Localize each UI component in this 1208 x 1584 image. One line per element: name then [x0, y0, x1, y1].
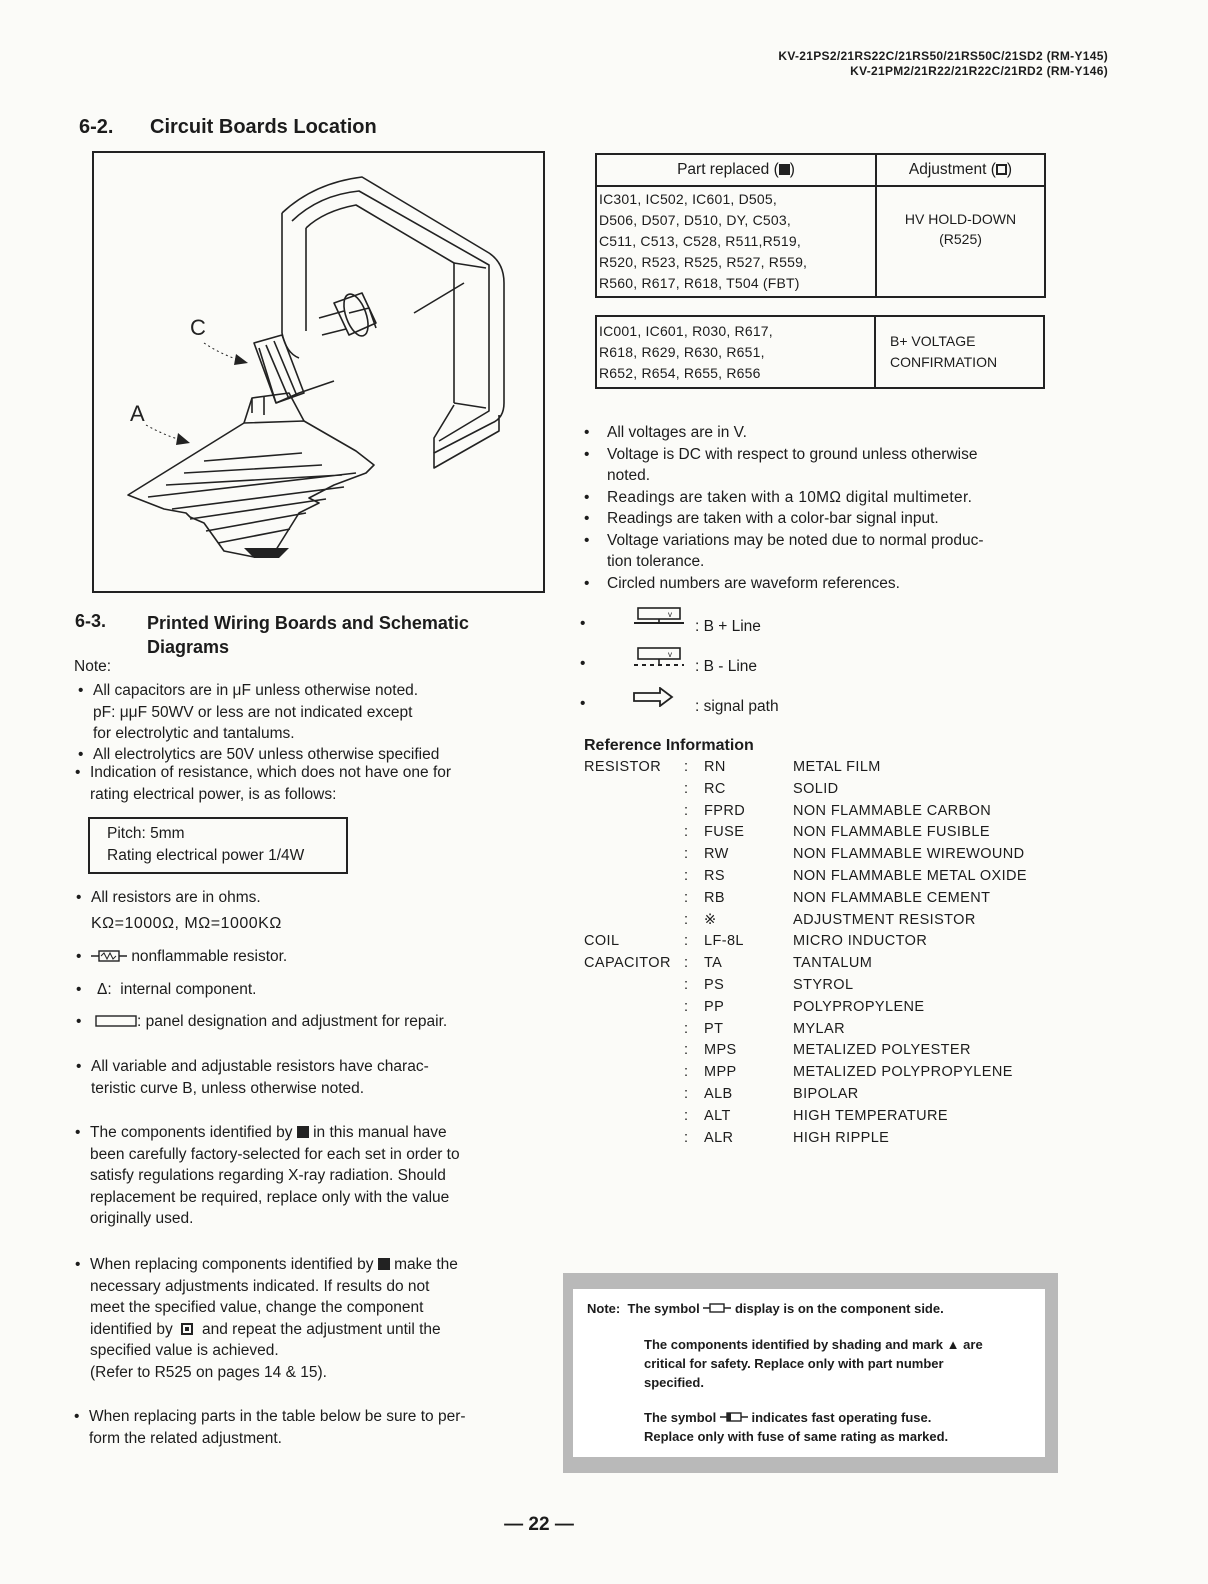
variable-line-1: All variable and adjustable resistors have charac- [91, 1058, 429, 1075]
reference-separator: : [684, 933, 689, 950]
reference-description: METALIZED POLYESTER [793, 1042, 971, 1059]
row1-parts-line: R520, R523, R525, R527, R559, [599, 254, 808, 270]
reference-separator: : [684, 1107, 689, 1124]
note-nonflammable: • nonflammable resistor. [76, 948, 288, 965]
bminus-text: : B - Line [695, 658, 758, 675]
adjustment-mark-icon [996, 164, 1007, 175]
signal-legend: • : signal path [580, 693, 585, 715]
xray-line-4: replacement be required, replace only with the value [90, 1188, 450, 1206]
section-6-3-title-line1: Printed Wiring Boards and Schematic [147, 613, 469, 633]
reference-description: METALIZED POLYPROPYLENE [793, 1064, 1013, 1081]
col-part-replaced-header [596, 154, 876, 186]
voltage-note-5: • Voltage variations may be noted due to normal produc- tion tolerance. [607, 530, 1057, 573]
nonflammable-resistor-icon [91, 949, 127, 963]
reference-description: HIGH TEMPERATURE [793, 1107, 948, 1124]
replace-line-3: meet the specified value, change the component [90, 1299, 424, 1316]
reference-description: METAL FILM [793, 759, 881, 775]
note-label: Note: [74, 658, 112, 675]
reference-separator: : [684, 824, 689, 841]
table-note-line-2: form the related adjustment. [89, 1429, 282, 1447]
replace-line-1a: When replacing components identified by [90, 1256, 374, 1273]
safety-line-5b: indicates fast operating fuse. [751, 1410, 932, 1425]
safety-note-shading [563, 1273, 1058, 1473]
reference-separator: : [684, 911, 689, 928]
note-resistance: • Indication of resistance, which does not have one for rating electrical power, is as follows: [90, 762, 530, 805]
bplus-text: : B + Line [695, 618, 761, 635]
safety-line-6: Replace only with fuse of same rating as marked. [644, 1429, 949, 1444]
part-mark-icon [779, 164, 790, 175]
v2b-text: noted. [607, 467, 651, 484]
col2-label: Adjustment ( [908, 161, 996, 178]
reference-description: ADJUSTMENT RESISTOR [793, 911, 976, 928]
safety-line-4: specified. [644, 1375, 704, 1390]
reference-code: RB [704, 889, 725, 906]
safety-note-box [573, 1289, 1045, 1457]
tv-chassis-drawing [94, 153, 543, 591]
reference-separator: : [684, 846, 689, 863]
row1-parts [596, 186, 876, 297]
pitch-line: Pitch: 5mm [107, 825, 185, 842]
internal-text: internal component. [120, 981, 257, 998]
v4-text: Readings are taken with a color-bar signal input. [607, 510, 939, 527]
row2-adj-line-2: CONFIRMATION [890, 354, 998, 370]
row2-parts-line: R618, R629, R630, R651, [599, 343, 765, 360]
v6-text: Circled numbers are waveform references. [607, 574, 900, 592]
reference-description: NON FLAMMABLE CEMENT [793, 889, 991, 906]
safety-line-5 [644, 1408, 1045, 1427]
svg-text:v: v [668, 610, 672, 619]
replace-line-6: (Refer to R525 on pages 14 & 15). [90, 1363, 327, 1381]
row1-parts-line: D506, D507, D510, DY, C503, [599, 212, 791, 228]
reference-separator: : [684, 1064, 689, 1081]
section-6-3-title-line2: Diagrams [147, 637, 230, 657]
reference-separator: : [684, 998, 689, 1015]
safety-line-3: critical for safety. Replace only with part number [644, 1356, 944, 1371]
reference-description: NON FLAMMABLE FUSIBLE [793, 824, 990, 841]
reference-description: HIGH RIPPLE [793, 1129, 890, 1146]
safety-block-2 [587, 1335, 1045, 1446]
xray-line-3: satisfy regulations regarding X-ray radiation. Should [90, 1167, 446, 1184]
table-note-line-1: When replacing parts in the table below be sure to per- [89, 1408, 466, 1425]
reference-separator: : [684, 1020, 689, 1037]
reference-code: ALT [704, 1107, 731, 1124]
variable-line-2: teristic curve B, unless otherwise noted. [91, 1079, 365, 1097]
reference-group: CAPACITOR [584, 955, 671, 972]
electrolytics-text: All electrolytics are 50V unless otherwise specified [93, 746, 440, 763]
voltage-note-3: • Readings are taken with a 10MΩ digital multimeter. [584, 488, 973, 506]
reference-separator: : [684, 1086, 689, 1102]
reference-description: MYLAR [793, 1020, 845, 1037]
resistance-line-2: rating electrical power, is as follows: [90, 785, 337, 803]
voltage-notes [584, 422, 1057, 594]
adjust-mark-icon [181, 1323, 193, 1335]
row2-adj-line-1: B+ VOLTAGE [890, 333, 976, 349]
caps-line-1: All capacitors are in μF unless otherwise noted. [93, 682, 419, 699]
signal-text: : signal path [695, 698, 779, 715]
reference-separator: : [684, 1129, 689, 1146]
circuit-board-illustration [92, 151, 545, 593]
reference-title: Reference Information [584, 737, 754, 754]
caps-line-3: for electrolytic and tantalums. [93, 725, 295, 742]
reference-separator: : [684, 780, 689, 797]
note-xray: • The components identified by in this manual have been carefully factory-selected for each set in order to satisfy regulations regarding X-ray radiation. Should replacement be required, replace only with the value originally used. [90, 1122, 530, 1230]
replace-line-4a: identified by [90, 1320, 173, 1338]
rating-line: Rating electrical power 1/4W [107, 846, 305, 864]
v3-text: Readings are taken with a 10MΩ digital multimeter. [607, 488, 973, 506]
bplus-legend: • v : B + Line [580, 613, 585, 635]
panel-designation-icon [95, 1014, 137, 1028]
reference-description: SOLID [793, 780, 839, 797]
reference-description: POLYPROPYLENE [793, 998, 925, 1015]
svg-text:v: v [668, 650, 672, 659]
reference-code: FPRD [704, 802, 746, 819]
note-internal: • Δ: internal component. [76, 981, 257, 998]
label-c: C [190, 315, 206, 340]
reference-code: PP [704, 998, 725, 1015]
reference-separator: : [684, 977, 689, 993]
reference-separator: : [684, 759, 689, 775]
parts-table-2 [595, 315, 1045, 389]
replace-line-2: necessary adjustments indicated. If results do not [90, 1277, 430, 1295]
reference-code: PT [704, 1020, 724, 1037]
ohms-text: All resistors are in ohms. [91, 889, 261, 906]
reference-description: NON FLAMMABLE WIREWOUND [793, 846, 1025, 863]
section-6-2-number: 6-2. [79, 116, 114, 138]
header-models-2: KV-21PM2/21R22/21R22C/21RD2 (RM-Y146) [850, 64, 1108, 78]
reference-separator: : [684, 802, 689, 819]
reference-description: STYROL [793, 977, 854, 993]
row2-adjustment [875, 316, 1044, 388]
reference-separator: : [684, 955, 689, 972]
reference-code: LF-8L [704, 933, 744, 950]
col1-label: Part replaced ( [677, 161, 779, 178]
reference-group: RESISTOR [584, 759, 662, 775]
reference-code: ※ [704, 911, 717, 928]
voltage-note-2: • Voltage is DC with respect to ground unless otherwise noted. [607, 444, 1057, 487]
safety-line-1 [587, 1299, 1045, 1318]
replace-line-5: specified value is achieved. [90, 1342, 279, 1359]
reference-code: RS [704, 868, 725, 884]
v1-text: All voltages are in V. [607, 424, 747, 441]
section-6-3-title [147, 611, 469, 659]
reference-description: NON FLAMMABLE METAL OXIDE [793, 868, 1027, 884]
row1-parts-line: IC301, IC502, IC601, D505, [599, 191, 777, 207]
v5a-text: Voltage variations may be noted due to normal produc- [607, 531, 984, 549]
row1-adj-line-2: (R525) [939, 231, 982, 247]
voltage-note-1: • All voltages are in V. [584, 424, 747, 441]
reference-separator: : [684, 868, 689, 884]
internal-symbol: Δ: [97, 981, 112, 998]
reference-separator: : [684, 889, 689, 906]
voltage-note-6: • Circled numbers are waveform references. [584, 574, 900, 592]
replace-line-4 [90, 1319, 530, 1341]
header-models-1: KV-21PS2/21RS22C/21RS50/21RS50C/21SD2 (RM-Y145) [778, 49, 1108, 63]
col-adjustment-header [876, 154, 1045, 186]
reference-code: RC [704, 780, 726, 797]
row1-parts-line: C511, C513, C528, R511,R519, [599, 233, 801, 249]
label-a: A [130, 401, 145, 426]
safety-line-2 [644, 1335, 1045, 1354]
safety-line-2b: are [963, 1337, 983, 1352]
note-panel: • : panel designation and adjustment for repair. [76, 1013, 448, 1030]
reference-group: COIL [584, 933, 620, 950]
row1-adjustment [876, 186, 1045, 297]
xray-line-5: originally used. [90, 1210, 194, 1227]
note-electrolytics: • All electrolytics are 50V unless otherwise specified [78, 746, 440, 763]
reference-code: MPS [704, 1042, 737, 1059]
bminus-legend: • v : B - Line [580, 653, 585, 675]
caps-line-2: pF: μμF 50WV or less are not indicated except [93, 703, 413, 721]
note-capacitors: • All capacitors are in μF unless otherwise noted. pF: μμF 50WV or less are not indicated except for electrolytic and tantalums. [93, 680, 533, 745]
reference-code: MPP [704, 1064, 737, 1081]
bminus-line-icon [634, 647, 684, 669]
note-ohms: • All resistors are in ohms. [76, 889, 261, 906]
nonflammable-text: nonflammable resistor. [131, 948, 288, 965]
replace-line-1 [90, 1254, 530, 1276]
reference-code: RW [704, 846, 729, 863]
xray-line-1b: in this manual have [313, 1124, 447, 1141]
bplus-line-icon [634, 607, 684, 629]
xray-line-1a: The components identified by [90, 1124, 293, 1141]
reference-code: PS [704, 977, 725, 993]
replace-mark-icon [378, 1258, 390, 1270]
row1-parts-line: R560, R617, R618, T504 (FBT) [599, 275, 800, 291]
xray-line-1 [90, 1122, 530, 1144]
row2-parts [596, 316, 875, 388]
page-number: — 22 — [504, 1514, 574, 1535]
v5b-text: tion tolerance. [607, 553, 705, 570]
col1-end: ) [789, 161, 795, 178]
reference-separator: : [684, 1042, 689, 1059]
reference-code: TA [704, 955, 723, 972]
resistance-line-1: Indication of resistance, which does not have one for [90, 764, 452, 781]
reference-code: ALB [704, 1086, 733, 1102]
reference-description: BIPOLAR [793, 1086, 859, 1102]
replace-line-1b: make the [394, 1256, 458, 1273]
section-6-3-number: 6-3. [75, 611, 107, 631]
warning-triangle-icon: ▲ [946, 1337, 960, 1352]
row2-parts-line: IC001, IC601, R030, R617, [599, 322, 773, 339]
reference-code: FUSE [704, 824, 745, 841]
reference-description: NON FLAMMABLE CARBON [793, 802, 992, 819]
safety-line-1a: The symbol [627, 1301, 700, 1316]
safety-line-5a: The symbol [644, 1410, 717, 1425]
kohm-text: KΩ=1000Ω, MΩ=1000KΩ [91, 915, 282, 932]
panel-text: : panel designation and adjustment for repair. [137, 1013, 448, 1030]
reference-code: ALR [704, 1129, 734, 1146]
v2a-text: Voltage is DC with respect to ground unless otherwise [607, 445, 978, 463]
note-variable-resistors: • All variable and adjustable resistors have charac- teristic curve B, unless otherwise noted. [91, 1056, 531, 1099]
safety-line-1b: display is on the component side. [734, 1301, 944, 1316]
parts-table-1 [595, 153, 1046, 298]
xray-line-2: been carefully factory-selected for each set in order to [90, 1145, 460, 1163]
col2-end: ) [1006, 161, 1013, 178]
reference-description: TANTALUM [793, 955, 873, 972]
reference-list [584, 759, 1064, 1159]
signal-path-arrow-icon [632, 687, 674, 707]
reference-code: RN [704, 759, 726, 775]
row2-parts-line: R652, R654, R655, R656 [599, 364, 761, 381]
component-side-fuse-icon [703, 1303, 731, 1313]
safety-line-2a: The components identified by shading and mark [644, 1337, 944, 1352]
pitch-box [88, 817, 348, 874]
section-6-2-title: Circuit Boards Location [150, 116, 377, 138]
note-table-adjustment: • When replacing parts in the table below be sure to per- form the related adjustment. [89, 1406, 539, 1449]
xray-mark-icon [297, 1126, 309, 1138]
replace-line-4b: and repeat the adjustment until the [201, 1320, 441, 1338]
reference-description: MICRO INDUCTOR [793, 933, 928, 950]
row1-adj-line-1: HV HOLD-DOWN [904, 211, 1017, 227]
voltage-note-4: • Readings are taken with a color-bar signal input. [584, 510, 939, 527]
note-replace-components: • When replacing components identified by make the necessary adjustments indicated. If results do not meet the specified value, change the component identified by and repeat the adjustment until the specified value is achieved. (Refer to R525 on pages 14 & 15). [90, 1254, 530, 1383]
fast-fuse-icon [720, 1412, 748, 1422]
safety-note-label: Note: [587, 1301, 621, 1316]
